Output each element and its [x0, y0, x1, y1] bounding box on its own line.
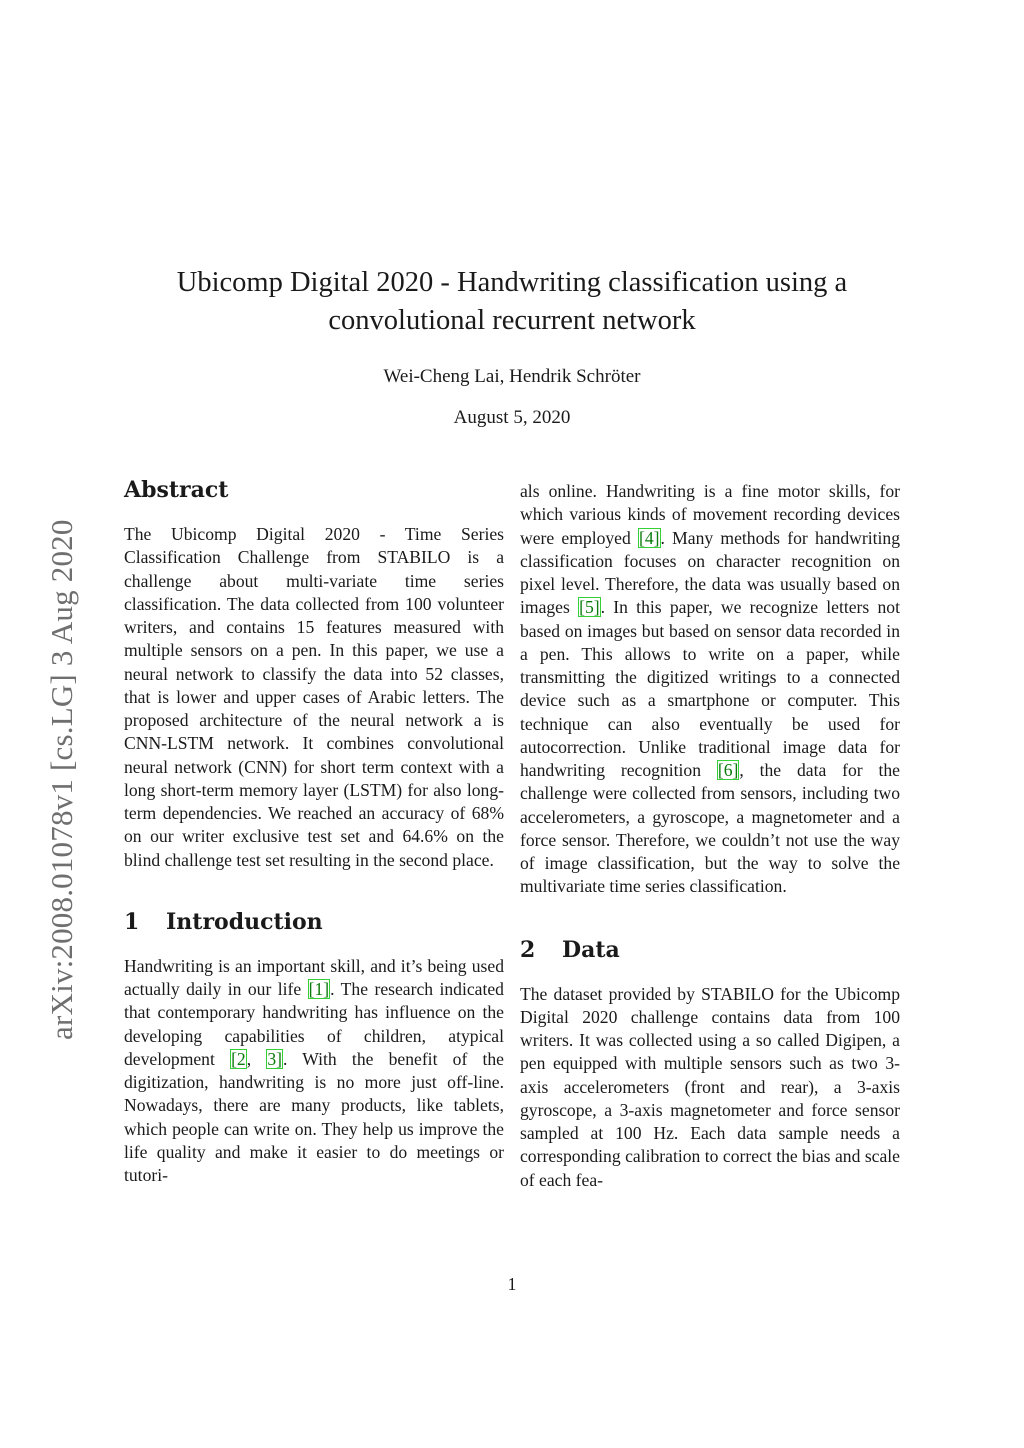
- intro-text: , the data for the challenge were collected from sensors, including two accelerometers, a gyroscope, a magnetometer and a force sensor. Therefore, we couldn’t not use the way of image classification, but the way to solve the multivariate time series classification.: [520, 760, 900, 897]
- intro-text: . With the benefit of the digitization, handwriting is no more just off-line. Nowadays, there are many products, like tablets, which people can write on. They help us improve the life quality and make it easier to do meetings or tutori-: [124, 1048, 504, 1185]
- citation-link[interactable]: [1]: [308, 979, 330, 999]
- intro-text: als online. Handwriting is a fine motor skills, for which various kinds of movement recording devices were employed: [520, 481, 900, 548]
- introduction-heading: [124, 908, 504, 936]
- section-number: 1: [124, 908, 140, 935]
- section-title: Introduction: [166, 908, 323, 935]
- citation-link[interactable]: [2: [231, 1048, 246, 1069]
- arxiv-identifier: arXiv:2008.01078v1 [cs.LG] 3 Aug 2020: [44, 519, 79, 1040]
- page-number: 1: [507, 1274, 517, 1294]
- right-column: [520, 480, 900, 1192]
- introduction-paragraph-continued: [520, 480, 900, 899]
- data-heading: [520, 936, 900, 964]
- data-paragraph: The dataset provided by STABILO for the Ubicomp Digital 2020 challenge contains data from 100 writers. It was collected using a so called Digipen, a pen equipped with multiple sensors such as two 3-axis accelerometers (front and rear), a 3-axis gyroscope, a 3-axis magnetometer and force sensor sampled at 100 Hz. Each data sample needs a corresponding calibration to correct the bias and scale of each fea-: [520, 983, 900, 1190]
- abstract-heading: Abstract: [124, 477, 229, 503]
- abstract-text: The Ubicomp Digital 2020 - Time Series Classification Challenge from STABILO is a challenge about multi-variate time series classification. The data collected from 100 volunteer writers, and contains 15 features measured with multiple sensors on a pen. In this paper, we use a neural network to classify the data into 52 classes, that is lower and upper cases of Arabic letters. The proposed architecture of the neural network a is CNN-LSTM network. It combines convolutional neural network (CNN) for short term context with a long short-term memory layer (LSTM) for also long-term dependencies. We reached an accuracy of 68% on our writer exclusive test set and 64.6% on the blind challenge test set resulting in the second place.: [124, 524, 504, 870]
- intro-text: ,: [246, 1048, 267, 1069]
- introduction-paragraph: [124, 955, 504, 1188]
- intro-text: . The research indicated that contemporary handwriting has influence on the developing capabilities of children, atypical development: [124, 979, 504, 1069]
- citation-link[interactable]: [5]: [579, 597, 600, 618]
- left-column: [124, 476, 504, 1187]
- section-title: Data: [562, 936, 620, 963]
- citation-link[interactable]: 3]: [267, 1048, 282, 1069]
- citation-link[interactable]: [4]: [639, 527, 660, 548]
- intro-text: Handwriting is an important skill, and it’s being used actually daily in our life: [124, 955, 504, 999]
- paper-date: August 5, 2020: [453, 407, 571, 428]
- intro-text: . Many methods for handwriting classification focuses on character recognition on pixel level. Therefore, the data was usually based on images: [520, 527, 900, 618]
- paper-title: Ubicomp Digital 2020 - Handwriting classification using a convolutional recurrent network: [176, 267, 848, 336]
- paper-authors: Wei-Cheng Lai, Hendrik Schröter: [383, 366, 641, 387]
- intro-text: . In this paper, we recognize letters not based on images but based on sensor data recorded in a pen. This allows to write on a paper, while transmitting the digitized writings to a connected device such as a smartphone or computer. This technique can also eventually be used for autocorrection. Unlike traditional image data for handwriting recognition: [520, 597, 900, 780]
- section-number: 2: [520, 936, 536, 963]
- citation-link[interactable]: [6]: [717, 760, 739, 780]
